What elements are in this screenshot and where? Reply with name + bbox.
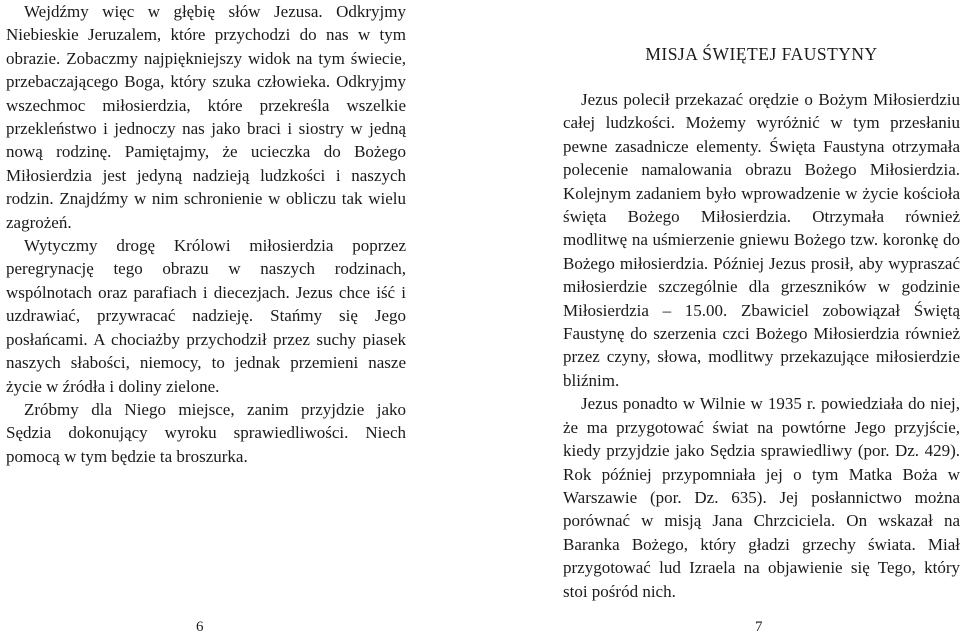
- right-page-number: 7: [755, 619, 763, 635]
- right-text-column: [563, 42, 960, 603]
- left-text-column: [6, 0, 406, 468]
- left-page: [6, 0, 406, 634]
- right-page: [563, 0, 960, 634]
- right-paragraph-1: Jezus polecił przekazać orędzie o Bożym Miłosierdziu całej ludzkości. Możemy wyróżnić w tym przesłaniu pewne zasadnicze elementy. Święta Faustyna otrzymała polecenie namalowania obrazu Bożego Miłosierdzia. Kolejnym zadaniem było wprowadzenie w życie kościoła święta Bożego Miłosierdzia. Otrzymała również modlitwę na uśmierzenie gniewu Bożego tzw. koronkę do Bożego miłosierdzia. Później Jezus prosił, aby wypraszać miłosierdzie szczególnie dla grzeszników w godzinie Miłosierdzia – 15.00. Zbawiciel zobowiązał Świętą Faustynę do szerzenia czci Bożego Miłosierdzia również przez czyny, słowa, modlitwy przekazujące miłosierdzie bliźnim.: [563, 90, 960, 390]
- section-heading: MISJA ŚWIĘTEJ FAUSTYNY: [645, 44, 878, 64]
- left-page-number: 6: [196, 619, 204, 635]
- left-paragraph-2: Wytyczmy drogę Królowi miłosierdzia poprzez peregrynację tego obrazu w naszych rodzinach, wspólnotach oraz parafiach i diecezjach. Jezus chce iść i uzdrawiać, przywracać nadzieję. Stańmy się Jego posłańcami. A chociażby przychodził przez suchy piasek naszych słabości, niemocy, to jednak przemieni nasze życie w źródła i doliny zielone.: [6, 236, 406, 396]
- right-paragraph-2: Jezus ponadto w Wilnie w 1935 r. powiedziała do niej, że ma przygotować świat na powtórne Jego przyjście, kiedy przyjdzie jako Sędzia sprawiedliwy (por. Dz. 429). Rok później przypomniała jej o tym Matka Boża w Warszawie (por. Dz. 635). Jej posłannictwo można porównać w misją Jana Chrzciciela. On wskazał na Baranka Bożego, który gładzi grzechy świata. Miał przygotować lud Izraela na objawienie się Tego, który stoi pośród nich.: [563, 394, 960, 601]
- left-paragraph-1: Wejdźmy więc w głębię słów Jezusa. Odkryjmy Niebieskie Jeruzalem, które przychodzi do nas w tym obrazie. Zobaczmy najpiękniejszy widok na tym świecie, przebaczającego Boga, który szuka człowieka. Odkryjmy wszechmoc miłosierdzia, które przekreśla wszelkie przekleństwo i jednoczy nas jako braci i siostry w jedną nową rodzinę. Pamiętajmy, że ucieczka do Bożego Miłosierdzia jest jedyną nadzieją ludzkości i naszych rodzin. Znajdźmy w nim schronienie w obliczu tak wielu zagrożeń.: [6, 2, 406, 232]
- left-paragraph-3: Zróbmy dla Niego miejsce, zanim przyjdzie jako Sędzia dokonujący wyroku sprawiedliwości. Niech pomocą w tym będzie ta broszurka.: [6, 399, 406, 466]
